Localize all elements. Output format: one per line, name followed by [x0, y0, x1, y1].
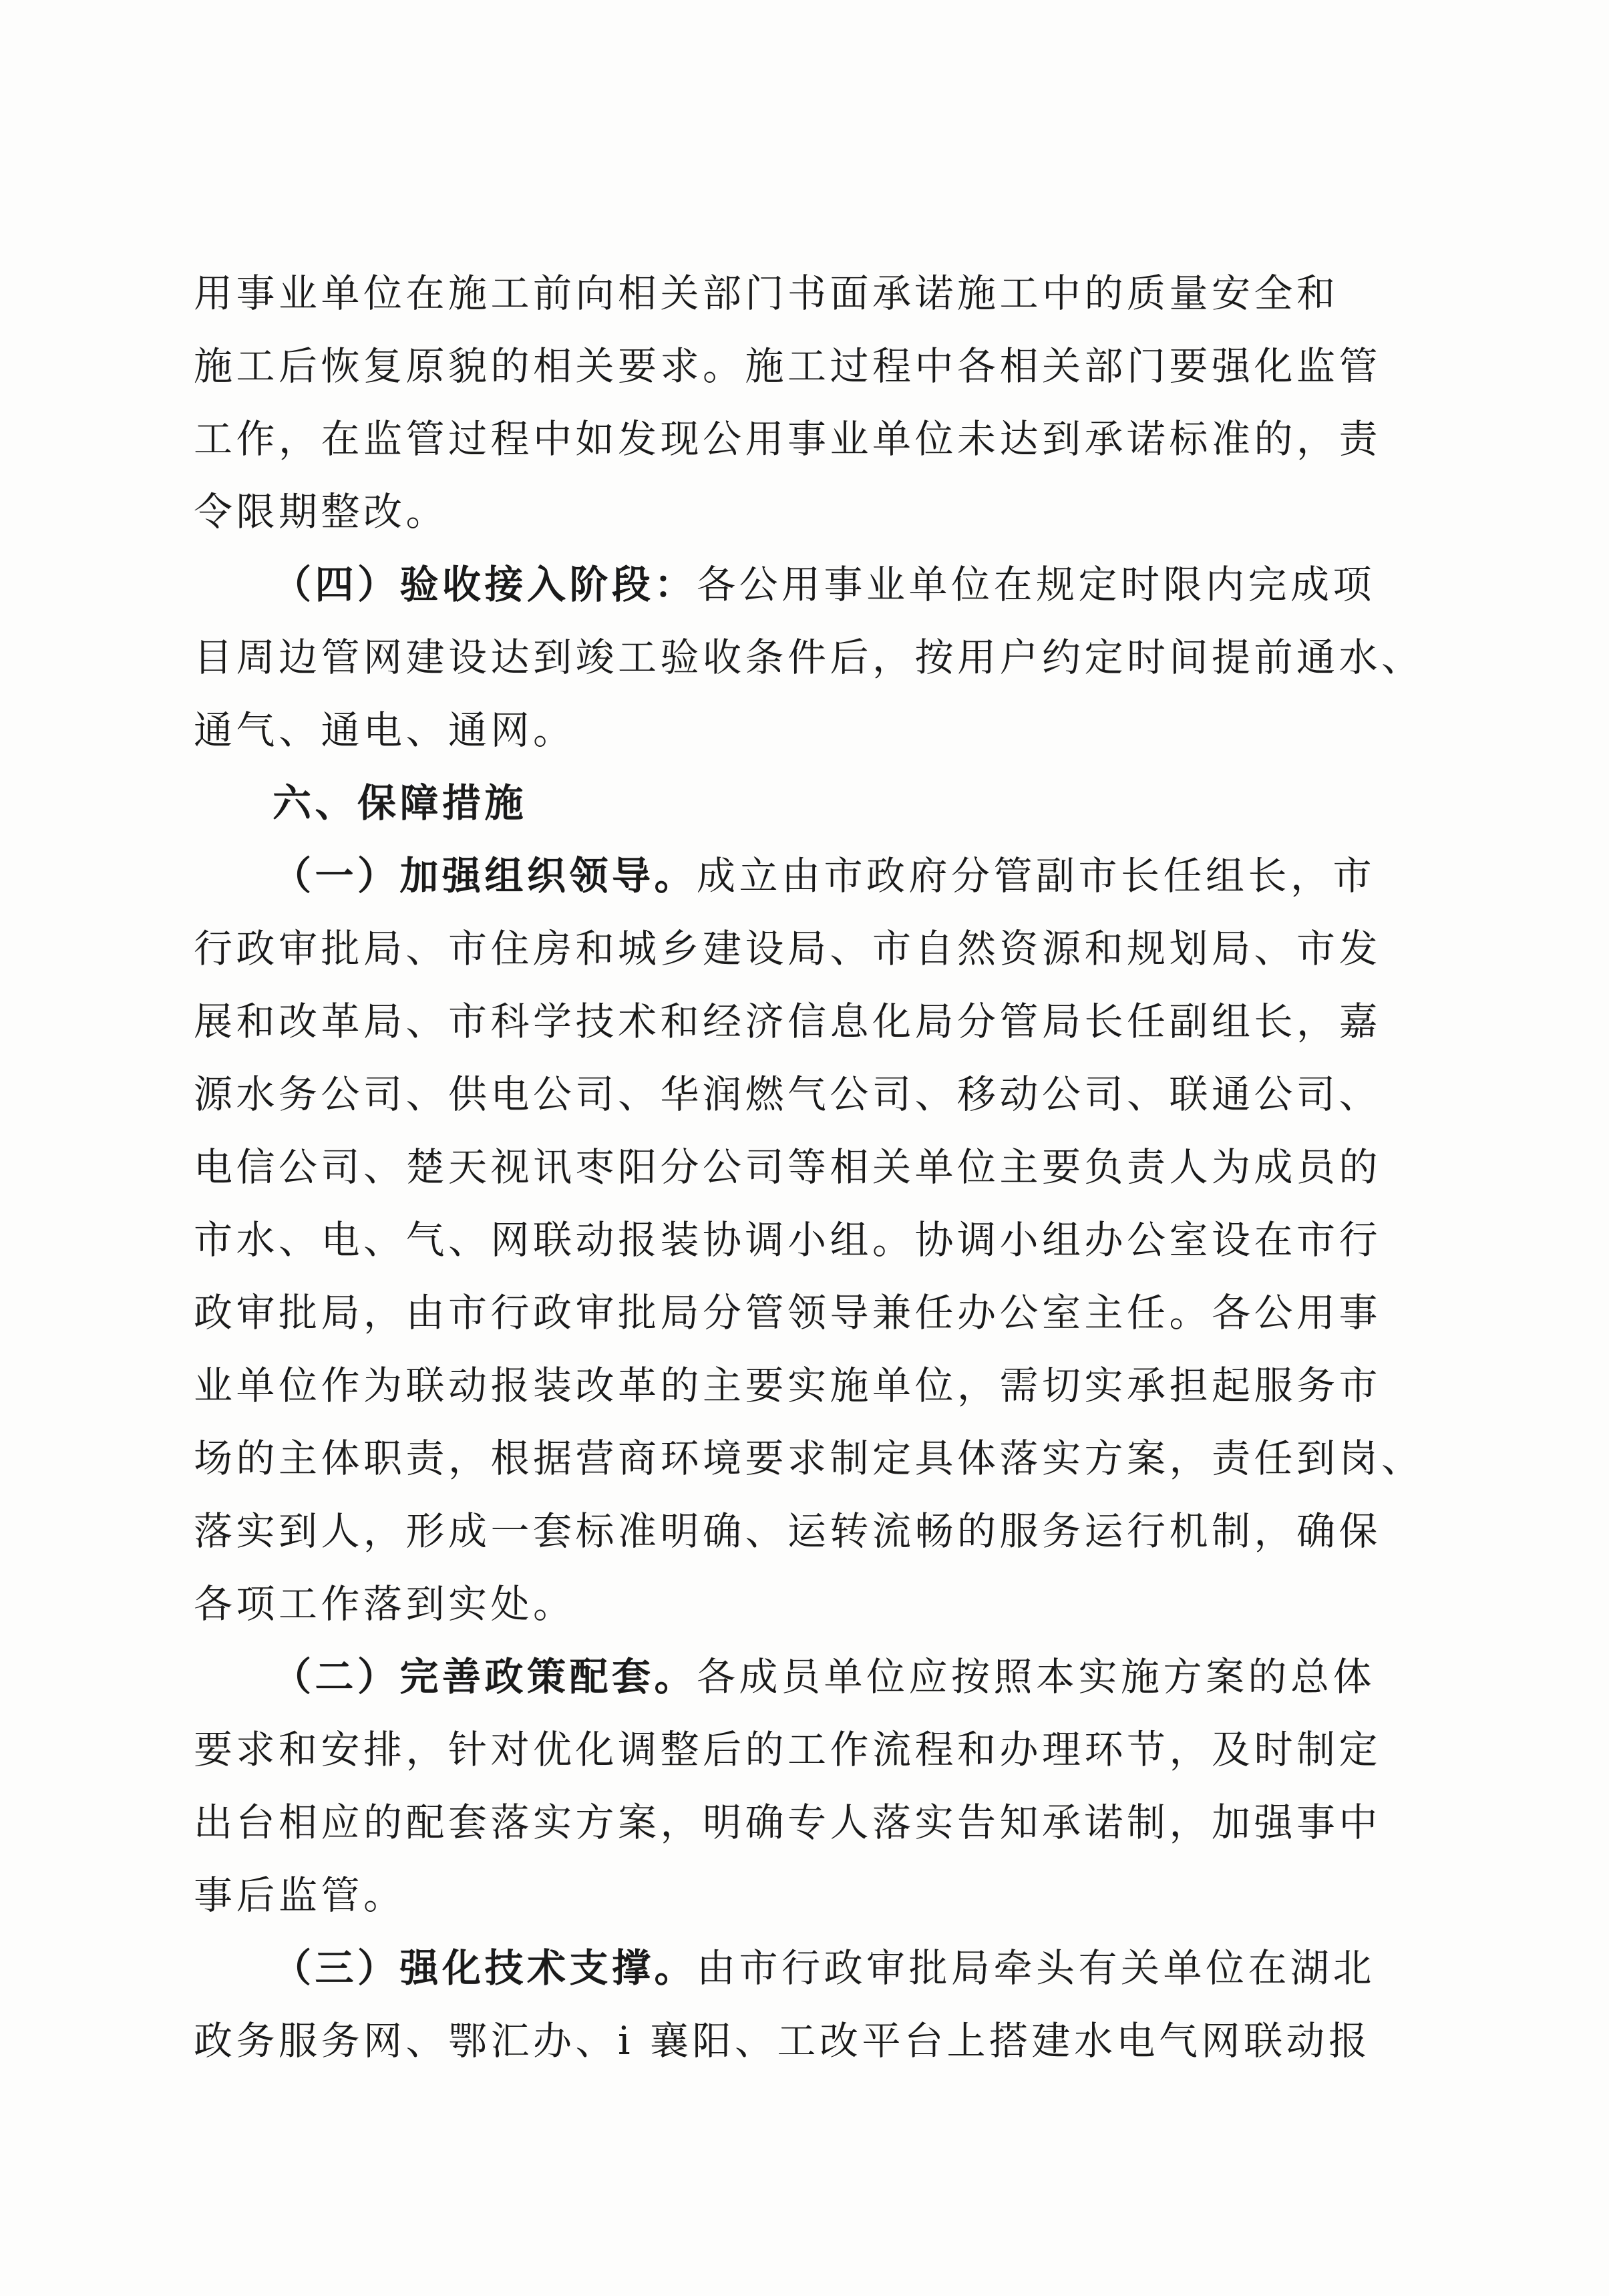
section-acceptance-text: 各公用事业单位在规定时限内完成项 [697, 562, 1376, 607]
body-line: 目周边管网建设达到竣工验收条件后，按用户约定时间提前通水、 [194, 635, 1424, 680]
body-line: 用事业单位在施工前向相关部门书面承诺施工中的质量安全和 [194, 271, 1339, 316]
body-line: 要求和安排，针对优化调整后的工作流程和办理环节，及时制定 [194, 1727, 1382, 1772]
body-line: 源水务公司、供电公司、华润燃气公司、移动公司、联通公司、 [194, 1072, 1382, 1117]
body-line: 令限期整改。 [194, 489, 449, 534]
section-org-label: （一）加强组织领导。 [273, 853, 697, 898]
document-body [194, 257, 1449, 2078]
section-org-text: 成立由市政府分管副市长任组长，市 [697, 853, 1376, 898]
body-line: 工作，在监管过程中如发现公用事业单位未达到承诺标准的，责 [194, 416, 1382, 462]
section-acceptance-label: （四）验收接入阶段： [273, 562, 697, 607]
body-line: 市水、电、气、网联动报装协调小组。协调小组办公室设在市行 [194, 1217, 1382, 1263]
body-line: 政审批局，由市行政审批局分管领导兼任办公室主任。各公用事 [194, 1290, 1382, 1335]
body-line: 业单位作为联动报装改革的主要实施单位，需切实承担起服务市 [194, 1363, 1382, 1408]
body-line: 出台相应的配套落实方案，明确专人落实告知承诺制，加强事中 [194, 1800, 1382, 1845]
body-line: 各项工作落到实处。 [194, 1581, 576, 1627]
section-acceptance-line [194, 548, 1449, 621]
body-line: 通气、通电、通网。 [194, 707, 576, 753]
body-line: 事后监管。 [194, 1872, 406, 1918]
body-line: 施工后恢复原貌的相关要求。施工过程中各相关部门要强化监管 [194, 343, 1382, 389]
body-line: 展和改革局、市科学技术和经济信息化局分管局长任副组长，嘉 [194, 999, 1382, 1044]
body-line: 场的主体职责，根据营商环境要求制定具体落实方案，责任到岗、 [194, 1436, 1424, 1481]
body-line: 政务服务网、鄂汇办、i 襄阳、工改平台上搭建水电气网联动报 [194, 2018, 1371, 2064]
section-org-line [194, 840, 1449, 913]
section-heading: 六、保障措施 [273, 780, 528, 826]
body-line: 行政审批局、市住房和城乡建设局、市自然资源和规划局、市发 [194, 926, 1382, 971]
body-line: 电信公司、楚天视讯枣阳分公司等相关单位主要负责人为成员的 [194, 1144, 1382, 1190]
section-tech-text: 由市行政审批局牵头有关单位在湖北 [697, 1945, 1376, 1991]
section-tech-label: （三）强化技术支撑。 [273, 1945, 697, 1991]
section-policy-label: （二）完善政策配套。 [273, 1654, 697, 1699]
section-policy-line [194, 1641, 1449, 1713]
section-policy-text: 各成员单位应按照本实施方案的总体 [697, 1654, 1376, 1699]
section-tech-line [194, 1932, 1449, 2005]
body-line: 落实到人，形成一套标准明确、运转流畅的服务运行机制，确保 [194, 1508, 1382, 1554]
